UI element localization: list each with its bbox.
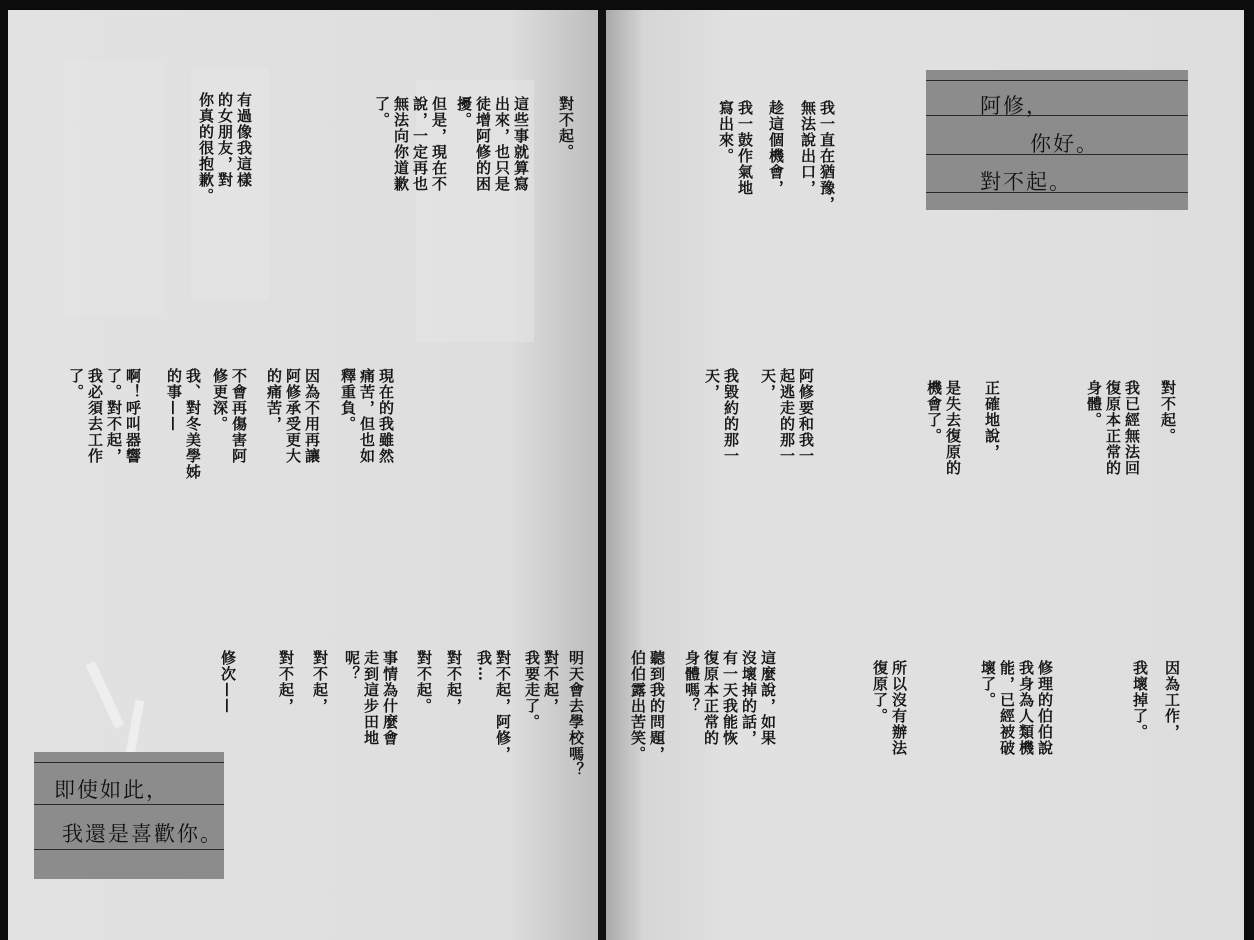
quote-banner — [34, 752, 224, 879]
text-column: 所以沒有辦法 復原了。 — [871, 660, 908, 756]
text-column: 這些事就算寫 出來，也只是 徒增阿修的困 擾。 — [455, 96, 530, 192]
banner-line: 對不起。 — [980, 170, 1072, 194]
text-column: 正確地說， — [983, 380, 1001, 460]
right-page — [606, 10, 1244, 940]
faded-panel-1 — [63, 60, 163, 315]
text-column: 我、對冬美學姊 的事—— — [165, 368, 202, 480]
text-column: 是失去復原的 機會了。 — [925, 380, 962, 476]
text-column: 現在的我雖然 痛苦，但也如 釋重負。 — [339, 368, 395, 464]
text-column: 對不起， — [311, 650, 329, 714]
text-column: 事情為什麼會 走到這步田地 呢？ — [343, 650, 399, 746]
banner-line: 阿修， — [980, 94, 1049, 118]
text-column: 對不起，阿修， 我… — [475, 650, 512, 762]
text-column: 因為工作， — [1163, 660, 1181, 740]
text-column: 對不起。 — [415, 650, 433, 714]
text-column: 我已經無法回 復原本正常的 身體。 — [1085, 380, 1141, 476]
banner-line: 我還是喜歡你。 — [62, 822, 223, 846]
page-gutter — [598, 10, 606, 940]
text-column: 對不起， — [445, 650, 463, 714]
text-column: 有過像我這樣 的女朋友，對 你真的很抱歉。 — [197, 92, 253, 204]
text-column: 不會再傷害阿 修更深。 — [211, 368, 248, 464]
text-column: 啊！呼叫器響 了。對不起， 我必須去工作 了。 — [67, 368, 142, 464]
text-column: 趁這個機會， — [767, 100, 785, 196]
text-column: 修理的伯伯說 我身為人類機 能，已經被破 壞了。 — [979, 660, 1054, 756]
text-column: 聽到我的問題， 伯伯露出苦笑。 — [629, 650, 666, 762]
text-column: 明天會去學校嗎？ — [567, 650, 585, 778]
text-column: 對不起， — [277, 650, 295, 714]
letter-banner — [926, 70, 1188, 210]
text-column: 我壞掉了。 — [1131, 660, 1149, 740]
text-column: 對不起。 — [557, 96, 575, 160]
brush-stroke — [86, 661, 125, 729]
left-page — [8, 10, 598, 940]
text-column: 這麼說，如果 沒壞掉的話， 有一天我能恢 復原本正常的 身體嗎？ — [683, 650, 777, 746]
banner-line: 你好。 — [1030, 132, 1099, 156]
text-column: 對不起。 — [1159, 380, 1177, 444]
text-column: 因為不用再讓 阿修承受更大 的痛苦， — [265, 368, 321, 464]
text-column: 我一鼓作氣地 寫出來。 — [717, 100, 754, 196]
banner-line: 即使如此， — [54, 778, 169, 802]
text-column: 阿修要和我一 起逃走的那一 天， — [759, 368, 815, 464]
text-column: 我毀約的那一 天， — [703, 368, 740, 464]
text-column: 我一直在猶豫， 無法說出口， — [799, 100, 836, 212]
text-column: 但是，現在不 說，一定再也 無法向你道歉 了。 — [373, 96, 448, 192]
text-column: 修次—— — [219, 650, 237, 714]
text-column: 對不起， 我要走了。 — [523, 650, 560, 730]
